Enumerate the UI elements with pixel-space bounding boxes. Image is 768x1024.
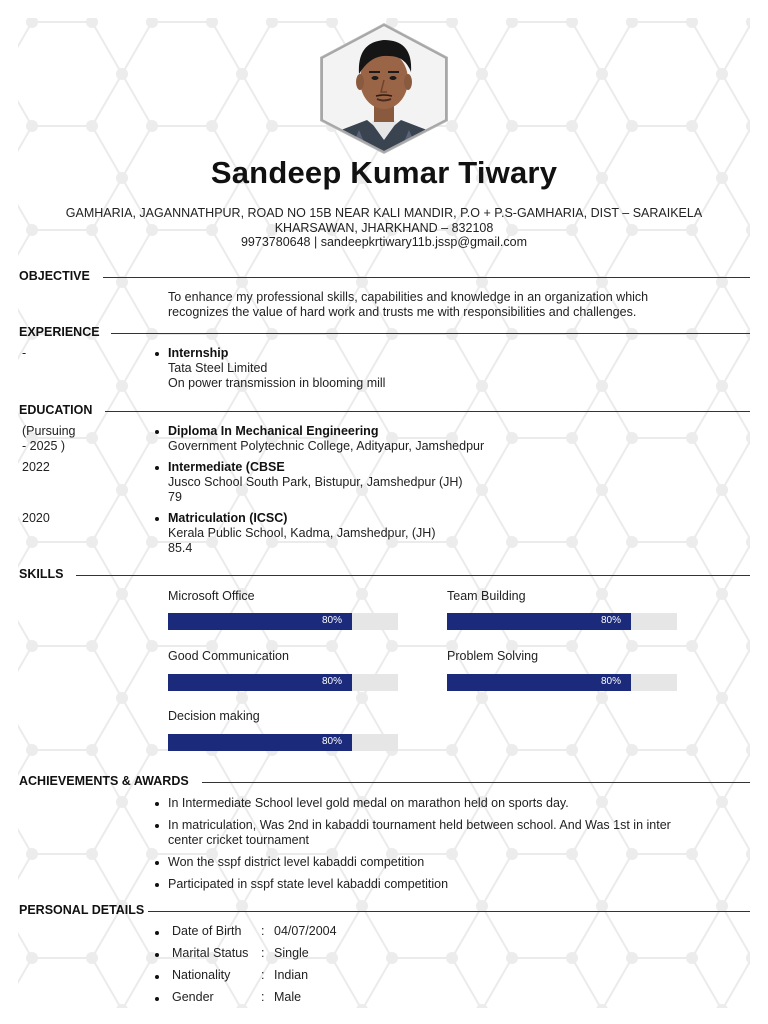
bullet	[155, 997, 159, 1001]
achievement-item: Participated in sspf state level kabaddi competition	[168, 877, 449, 891]
bullet	[155, 931, 159, 935]
skill-bar-fill	[168, 674, 352, 691]
education-score: 85.4	[168, 541, 193, 555]
experience-date: -	[22, 346, 27, 360]
divider	[76, 575, 750, 576]
bullet	[155, 430, 159, 434]
achievement-item: Won the sspf district level kabaddi competition	[168, 855, 425, 869]
personal-value: Male	[274, 990, 302, 1004]
personal-separator: :	[261, 946, 265, 960]
education-school: Jusco School South Park, Bistupur, Jamshedpur (JH)	[168, 475, 463, 489]
experience-detail: On power transmission in blooming mill	[168, 376, 386, 390]
section-experience	[19, 325, 750, 341]
divider	[148, 911, 750, 912]
education-school: Government Polytechnic College, Adityapur, Jamshedpur	[168, 439, 485, 453]
phone: 9973780648 |	[240, 235, 318, 249]
personal-value: Single	[274, 946, 309, 960]
education-score: 79	[168, 490, 182, 504]
email[interactable]: sandeepkrtiwary11b.jssp@gmail.com	[320, 235, 528, 249]
address	[40, 206, 728, 236]
skill-percent: 80%	[321, 736, 342, 747]
skill-name: Decision making	[168, 709, 260, 723]
divider	[105, 411, 750, 412]
experience-role: Internship	[168, 346, 229, 360]
divider	[202, 782, 750, 783]
skill-bar-fill	[168, 734, 352, 751]
skill-percent: 80%	[600, 615, 621, 626]
education-school: Kerala Public School, Kadma, Jamshedpur, (JH)	[168, 526, 436, 540]
personal-separator: :	[261, 990, 265, 1004]
skill-name: Good Communication	[168, 649, 289, 663]
objective-line-2: recognizes the value of hard work and trusts me with responsibilities and challenges.	[168, 305, 637, 319]
section-title: EDUCATION	[19, 403, 93, 417]
divider	[103, 277, 750, 278]
section-title: SKILLS	[19, 567, 64, 581]
personal-value: 04/07/2004	[274, 924, 337, 938]
personal-label: Gender	[172, 990, 214, 1004]
address-line-1: GAMHARIA, JAGANNATHPUR, ROAD NO 15B NEAR KALI MANDIR, P.O + P.S-GAMHARIA, DIST – SARAIKELA	[65, 206, 703, 220]
section-title: OBJECTIVE	[19, 269, 90, 283]
skill-bar	[168, 613, 398, 630]
bullet	[155, 953, 159, 957]
skill-bar-fill	[447, 674, 631, 691]
skill-percent: 80%	[321, 676, 342, 687]
section-title: PERSONAL DETAILS	[19, 903, 145, 917]
skill-name: Team Building	[447, 589, 526, 603]
profile-photo	[319, 22, 449, 154]
personal-label: Marital Status	[172, 946, 249, 960]
education-date: 2022	[22, 460, 50, 474]
section-objective	[19, 269, 750, 285]
education-entry	[168, 460, 728, 505]
skill-name: Problem Solving	[447, 649, 539, 663]
achievement-item: In Intermediate School level gold medal on marathon held on sports day.	[168, 796, 569, 810]
bullet	[155, 883, 159, 887]
education-entry	[168, 424, 728, 454]
bullet	[155, 466, 159, 470]
address-line-2: KHARSAWAN, JHARKHAND – 832108	[274, 221, 494, 235]
skill-bar-fill	[168, 613, 352, 630]
objective-line-1: To enhance my professional skills, capabilities and knowledge in an organization which	[168, 290, 649, 304]
education-date: 2020	[22, 511, 50, 525]
skill-bar	[168, 674, 398, 691]
candidate-name: Sandeep Kumar Tiwary	[210, 155, 558, 190]
contact-line	[0, 235, 768, 249]
bullet	[155, 861, 159, 865]
bullet	[155, 802, 159, 806]
section-education	[19, 403, 750, 419]
section-title: ACHIEVEMENTS & AWARDS	[19, 774, 189, 788]
skill-bar	[168, 734, 398, 751]
section-title: EXPERIENCE	[19, 325, 100, 339]
education-entry	[168, 511, 728, 556]
personal-separator: :	[261, 968, 265, 982]
section-achievements	[19, 774, 750, 790]
section-skills	[19, 567, 750, 583]
skill-name: Microsoft Office	[168, 589, 255, 603]
personal-label: Date of Birth	[172, 924, 242, 938]
skill-percent: 80%	[600, 676, 621, 687]
section-personal-details	[19, 903, 750, 919]
education-degree: Diploma In Mechanical Engineering	[168, 424, 379, 438]
achievement-item: In matriculation, Was 2nd in kabaddi tournament held between school. And Was 1st in inter center cricket tournament	[168, 818, 671, 847]
personal-value: Indian	[274, 968, 309, 982]
objective-text	[168, 290, 748, 320]
education-degree: Intermediate (CBSE	[168, 460, 285, 474]
personal-separator: :	[261, 924, 265, 938]
divider	[111, 333, 750, 334]
skill-bar	[447, 613, 677, 630]
skill-bar	[447, 674, 677, 691]
bullet	[155, 824, 159, 828]
experience-entry	[168, 346, 728, 391]
education-degree: Matriculation (ICSC)	[168, 511, 288, 525]
skill-bar-fill	[447, 613, 631, 630]
skill-percent: 80%	[321, 615, 342, 626]
education-date: (Pursuing - 2025 )	[22, 424, 76, 453]
bullet	[155, 352, 159, 356]
bullet	[155, 517, 159, 521]
experience-company: Tata Steel Limited	[168, 361, 268, 375]
personal-label: Nationality	[172, 968, 231, 982]
bullet	[155, 975, 159, 979]
